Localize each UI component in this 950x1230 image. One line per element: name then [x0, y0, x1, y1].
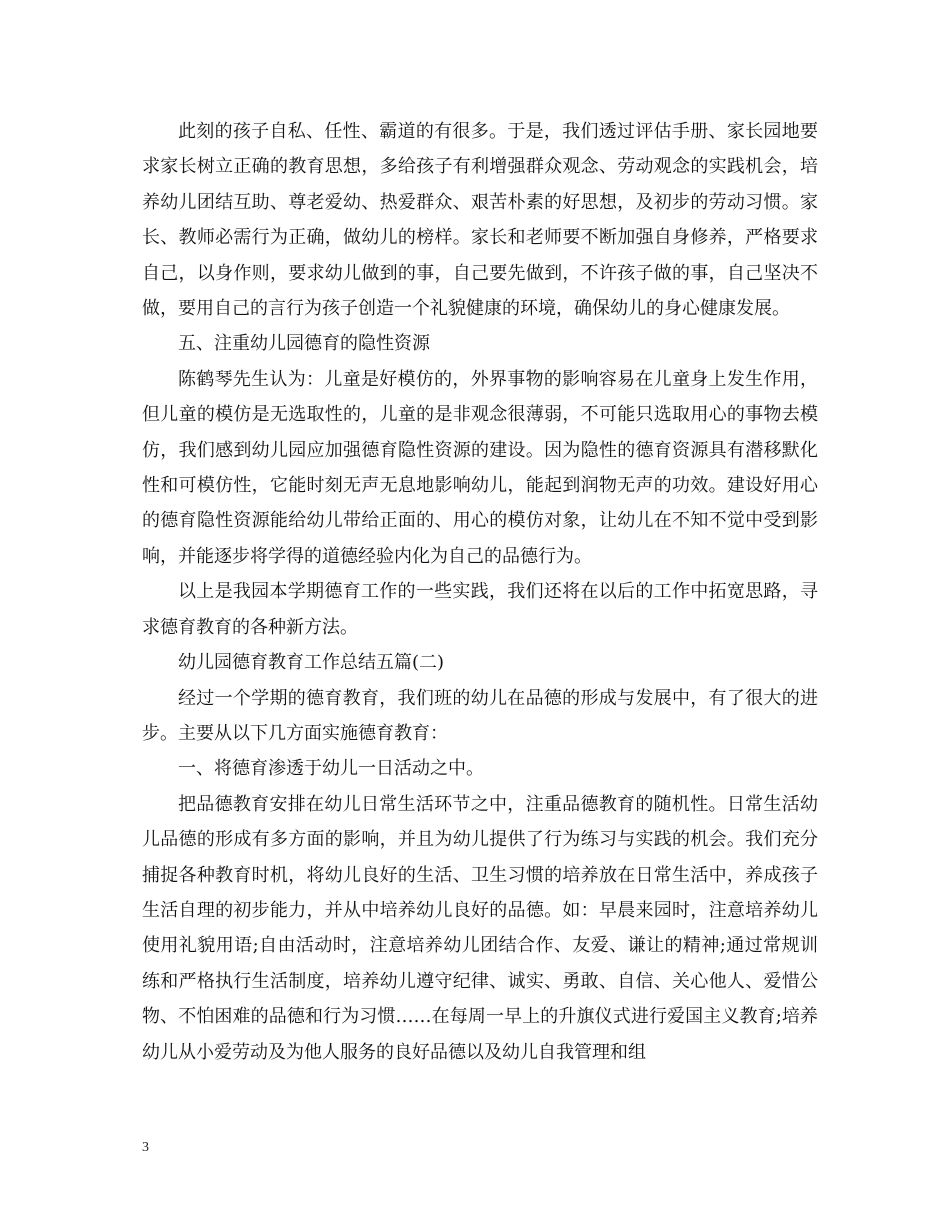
- article-title: 幼儿园德育教育工作总结五篇(二): [178, 652, 445, 674]
- body-paragraph: 经过一个学期的德育教育，我们班的幼儿在品德的形成与发展中，有了很大的进步。主要从以下几方面实施德育教育：: [142, 687, 818, 744]
- section-heading: 五、注重幼儿园德育的隐性资源: [178, 333, 430, 355]
- document-body: [142, 114, 818, 1070]
- body-paragraph: 以上是我园本学期德育工作的一些实践，我们还将在以后的工作中拓宽思路，寻求德育教育的各种新方法。: [142, 581, 818, 638]
- body-paragraph: 陈鹤琴先生认为：儿童是好模仿的，外界事物的影响容易在儿童身上发生作用，但儿童的模仿是无选取性的，儿童的是非观念很薄弱，不可能只选取用心的事物去模仿，我们感到幼儿园应加强德育隐性资源的建设。因为隐性的德育资源具有潜移默化性和可模仿性，它能时刻无声无息地影响幼儿，能起到润物无声的功效。建设好用心的德育隐性资源能给幼儿带给正面的、用心的模仿对象，让幼儿在不知不觉中受到影响，并能逐步将学得的道德经验内化为自己的品德行为。: [142, 368, 818, 567]
- section-heading: 一、将德育渗透于幼儿一日活动之中。: [178, 758, 484, 780]
- body-paragraph: 此刻的孩子自私、任性、霸道的有很多。于是，我们透过评估手册、家长园地要求家长树立正确的教育思想，多给孩子有利增强群众观念、劳动观念的实践机会，培养幼儿团结互助、尊老爱幼、热爱群众、艰苦朴素的好思想，及初步的劳动习惯。家长、教师必需行为正确，做幼儿的榜样。家长和老师要不断加强自身修养，严格要求自己，以身作则，要求幼儿做到的事，自己要先做到，不许孩子做的事，自己坚决不做，要用自己的言行为孩子创造一个礼貌健康的环境，确保幼儿的身心健康发展。: [142, 121, 818, 320]
- body-paragraph: 把品德教育安排在幼儿日常生活环节之中，注重品德教育的随机性。日常生活幼儿品德的形成有多方面的影响，并且为幼儿提供了行为练习与实践的机会。我们充分捕捉各种教育时机，将幼儿良好的生活、卫生习惯的培养放在日常生活中，养成孩子生活自理的初步能力，并从中培养幼儿良好的品德。如：早晨来园时，注意培养幼儿使用礼貌用语;自由活动时，注意培养幼儿团结合作、友爱、谦让的精神;通过常规训练和严格执行生活制度，培养幼儿遵守纪律、诚实、勇敢、自信、关心他人、爱惜公物、不怕困难的品德和行为习惯……在每周一早上的升旗仪式进行爱国主义教育;培养幼儿从小爱劳动及为他人服务的良好品德以及幼儿自我管理和组: [142, 793, 818, 1063]
- page-number: 3: [142, 1140, 149, 1155]
